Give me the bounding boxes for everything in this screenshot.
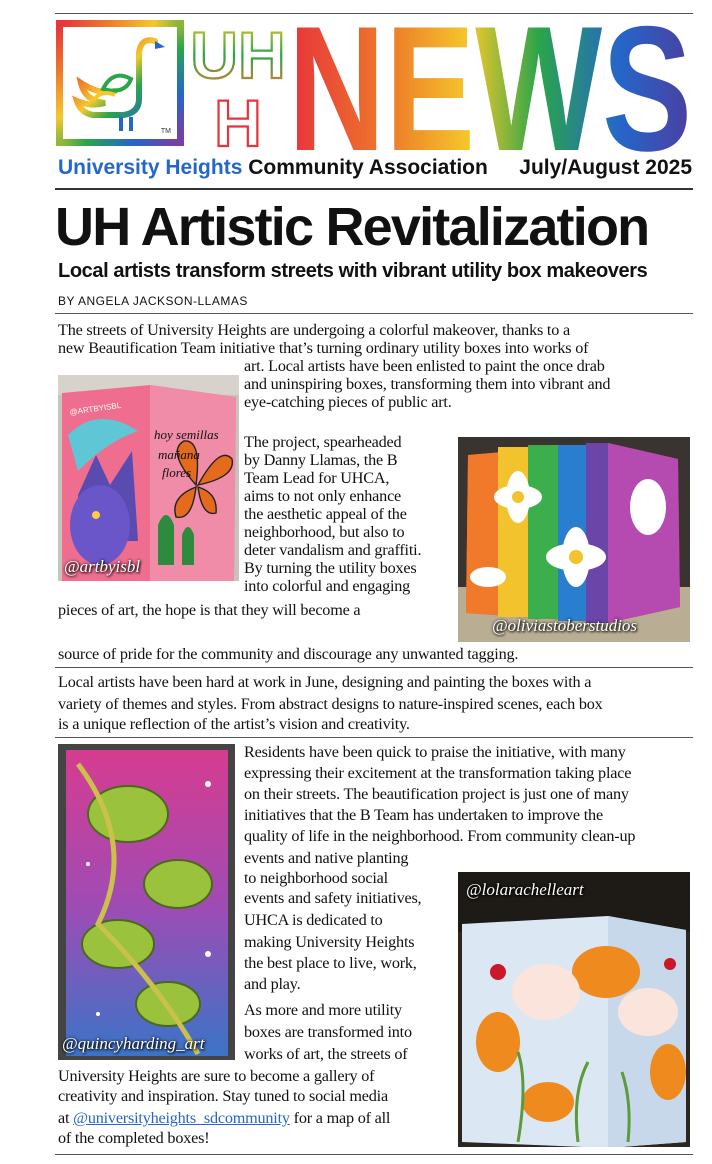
body-line: art. Local artists have been enlisted to paint the once drab xyxy=(244,357,605,375)
body-line: and uninspiring boxes, transforming them into vibrant and xyxy=(244,375,611,393)
body-line: Local artists have been hard at work in June, designing and painting the boxes with a xyxy=(58,673,592,691)
section-rule xyxy=(55,737,693,738)
news-word: NEWS xyxy=(288,6,692,156)
masthead-line xyxy=(58,156,692,186)
body-line: boxes are transformed into xyxy=(244,1023,412,1041)
box-tag: @ARTBYISBL xyxy=(69,400,122,417)
issue-date: July/August 2025 xyxy=(519,156,692,179)
bird-logo-icon xyxy=(63,27,177,139)
byline: BY ANGELA JACKSON-LLAMAS xyxy=(58,294,248,308)
body-line: events and native planting xyxy=(244,849,409,867)
photo-artbyisbl xyxy=(58,375,239,581)
box-lettering: hoy semillas xyxy=(154,427,219,442)
body-line: to neighborhood social xyxy=(244,869,388,887)
trademark-mark: TM xyxy=(160,128,171,135)
utility-box-rainbow-flowers xyxy=(458,437,690,642)
photo-lolarachelleart xyxy=(458,872,690,1147)
box-lettering: mañana xyxy=(158,447,200,462)
org-highlight: University Heights xyxy=(58,156,243,179)
body-line: events and safety initiatives, xyxy=(244,889,422,907)
link-prefix: at xyxy=(58,1109,74,1127)
body-line: of the completed boxes! xyxy=(58,1129,210,1147)
uh-letters-bottom: H xyxy=(214,86,262,148)
instagram-link[interactable]: @universityheights_sdcommunity xyxy=(73,1109,290,1127)
photo-credit: @artbyisbl xyxy=(64,557,141,576)
uhca-logo xyxy=(56,20,184,146)
uh-outline-letters xyxy=(190,18,286,148)
body-line: making University Heights xyxy=(244,933,415,951)
body-line: deter vandalism and graffiti. xyxy=(244,541,422,559)
body-line: University Heights are sure to become a gallery of xyxy=(58,1067,375,1085)
masthead-rule xyxy=(55,188,693,190)
body-line: eye-catching pieces of public art. xyxy=(244,393,452,411)
body-line: By turning the utility boxes xyxy=(244,559,417,577)
body-line: the best place to live, work, xyxy=(244,954,417,972)
body-line: Team Lead for UHCA, xyxy=(244,469,390,487)
body-line: As more and more utility xyxy=(244,1001,402,1019)
body-line: The streets of University Heights are undergoing a colorful makeover, thanks to a xyxy=(58,321,570,339)
headline: UH Artistic Revitalization xyxy=(55,197,649,257)
body-line: is a unique reflection of the artist’s vision and creativity. xyxy=(58,715,410,733)
news-wordmark xyxy=(286,6,694,156)
photo-oliviastoberstudios xyxy=(458,437,690,642)
body-line: The project, spearheaded xyxy=(244,433,402,451)
body-line: by Danny Llamas, the B xyxy=(244,451,398,469)
body-line xyxy=(58,1110,390,1128)
utility-box-venus-flytrap xyxy=(58,744,235,1060)
body-line: Residents have been quick to praise the initiative, with many xyxy=(244,743,626,761)
box-lettering: flores xyxy=(162,465,192,480)
body-line: new Beautification Team initiative that’s turning ordinary utility boxes into works of xyxy=(58,339,589,357)
body-line: works of art, the streets of xyxy=(244,1045,408,1063)
utility-box-poppies xyxy=(458,872,690,1147)
body-line: on their streets. The beautification project is just one of many xyxy=(244,785,629,803)
byline-rule xyxy=(55,313,693,314)
body-line: and play. xyxy=(244,975,301,993)
uh-letters-top: UH xyxy=(190,18,286,92)
body-line: creativity and inspiration. Stay tuned to social media xyxy=(58,1087,388,1105)
photo-quincyharding-art xyxy=(58,744,235,1060)
body-line: source of pride for the community and discourage any unwanted tagging. xyxy=(58,645,519,663)
bottom-rule xyxy=(55,1154,693,1155)
body-line: pieces of art, the hope is that they will become a xyxy=(58,601,361,619)
body-line: initiatives that the B Team has undertaken to improve the xyxy=(244,806,603,824)
body-line: into colorful and engaging xyxy=(244,577,411,595)
body-line: variety of themes and styles. From abstract designs to nature-inspired scenes, each box xyxy=(58,695,603,713)
body-line: the aesthetic appeal of the xyxy=(244,505,407,523)
link-suffix: for a map of all xyxy=(293,1109,391,1127)
body-line: neighborhood, but also to xyxy=(244,523,405,541)
org-rest: Community Association xyxy=(248,156,488,179)
body-line: UHCA is dedicated to xyxy=(244,911,383,929)
body-line: quality of life in the neighborhood. From community clean-up xyxy=(244,827,636,845)
photo-credit: @oliviastoberstudios xyxy=(492,616,638,635)
subhead: Local artists transform streets with vibrant utility box makeovers xyxy=(58,260,648,282)
utility-box-pink-art xyxy=(58,375,239,581)
body-line: expressing their excitement at the transformation taking place xyxy=(244,764,632,782)
photo-credit: @quincyharding_art xyxy=(62,1034,205,1053)
section-rule xyxy=(55,667,693,668)
photo-credit: @lolarachelleart xyxy=(466,880,584,899)
body-line: aims to not only enhance xyxy=(244,487,402,505)
